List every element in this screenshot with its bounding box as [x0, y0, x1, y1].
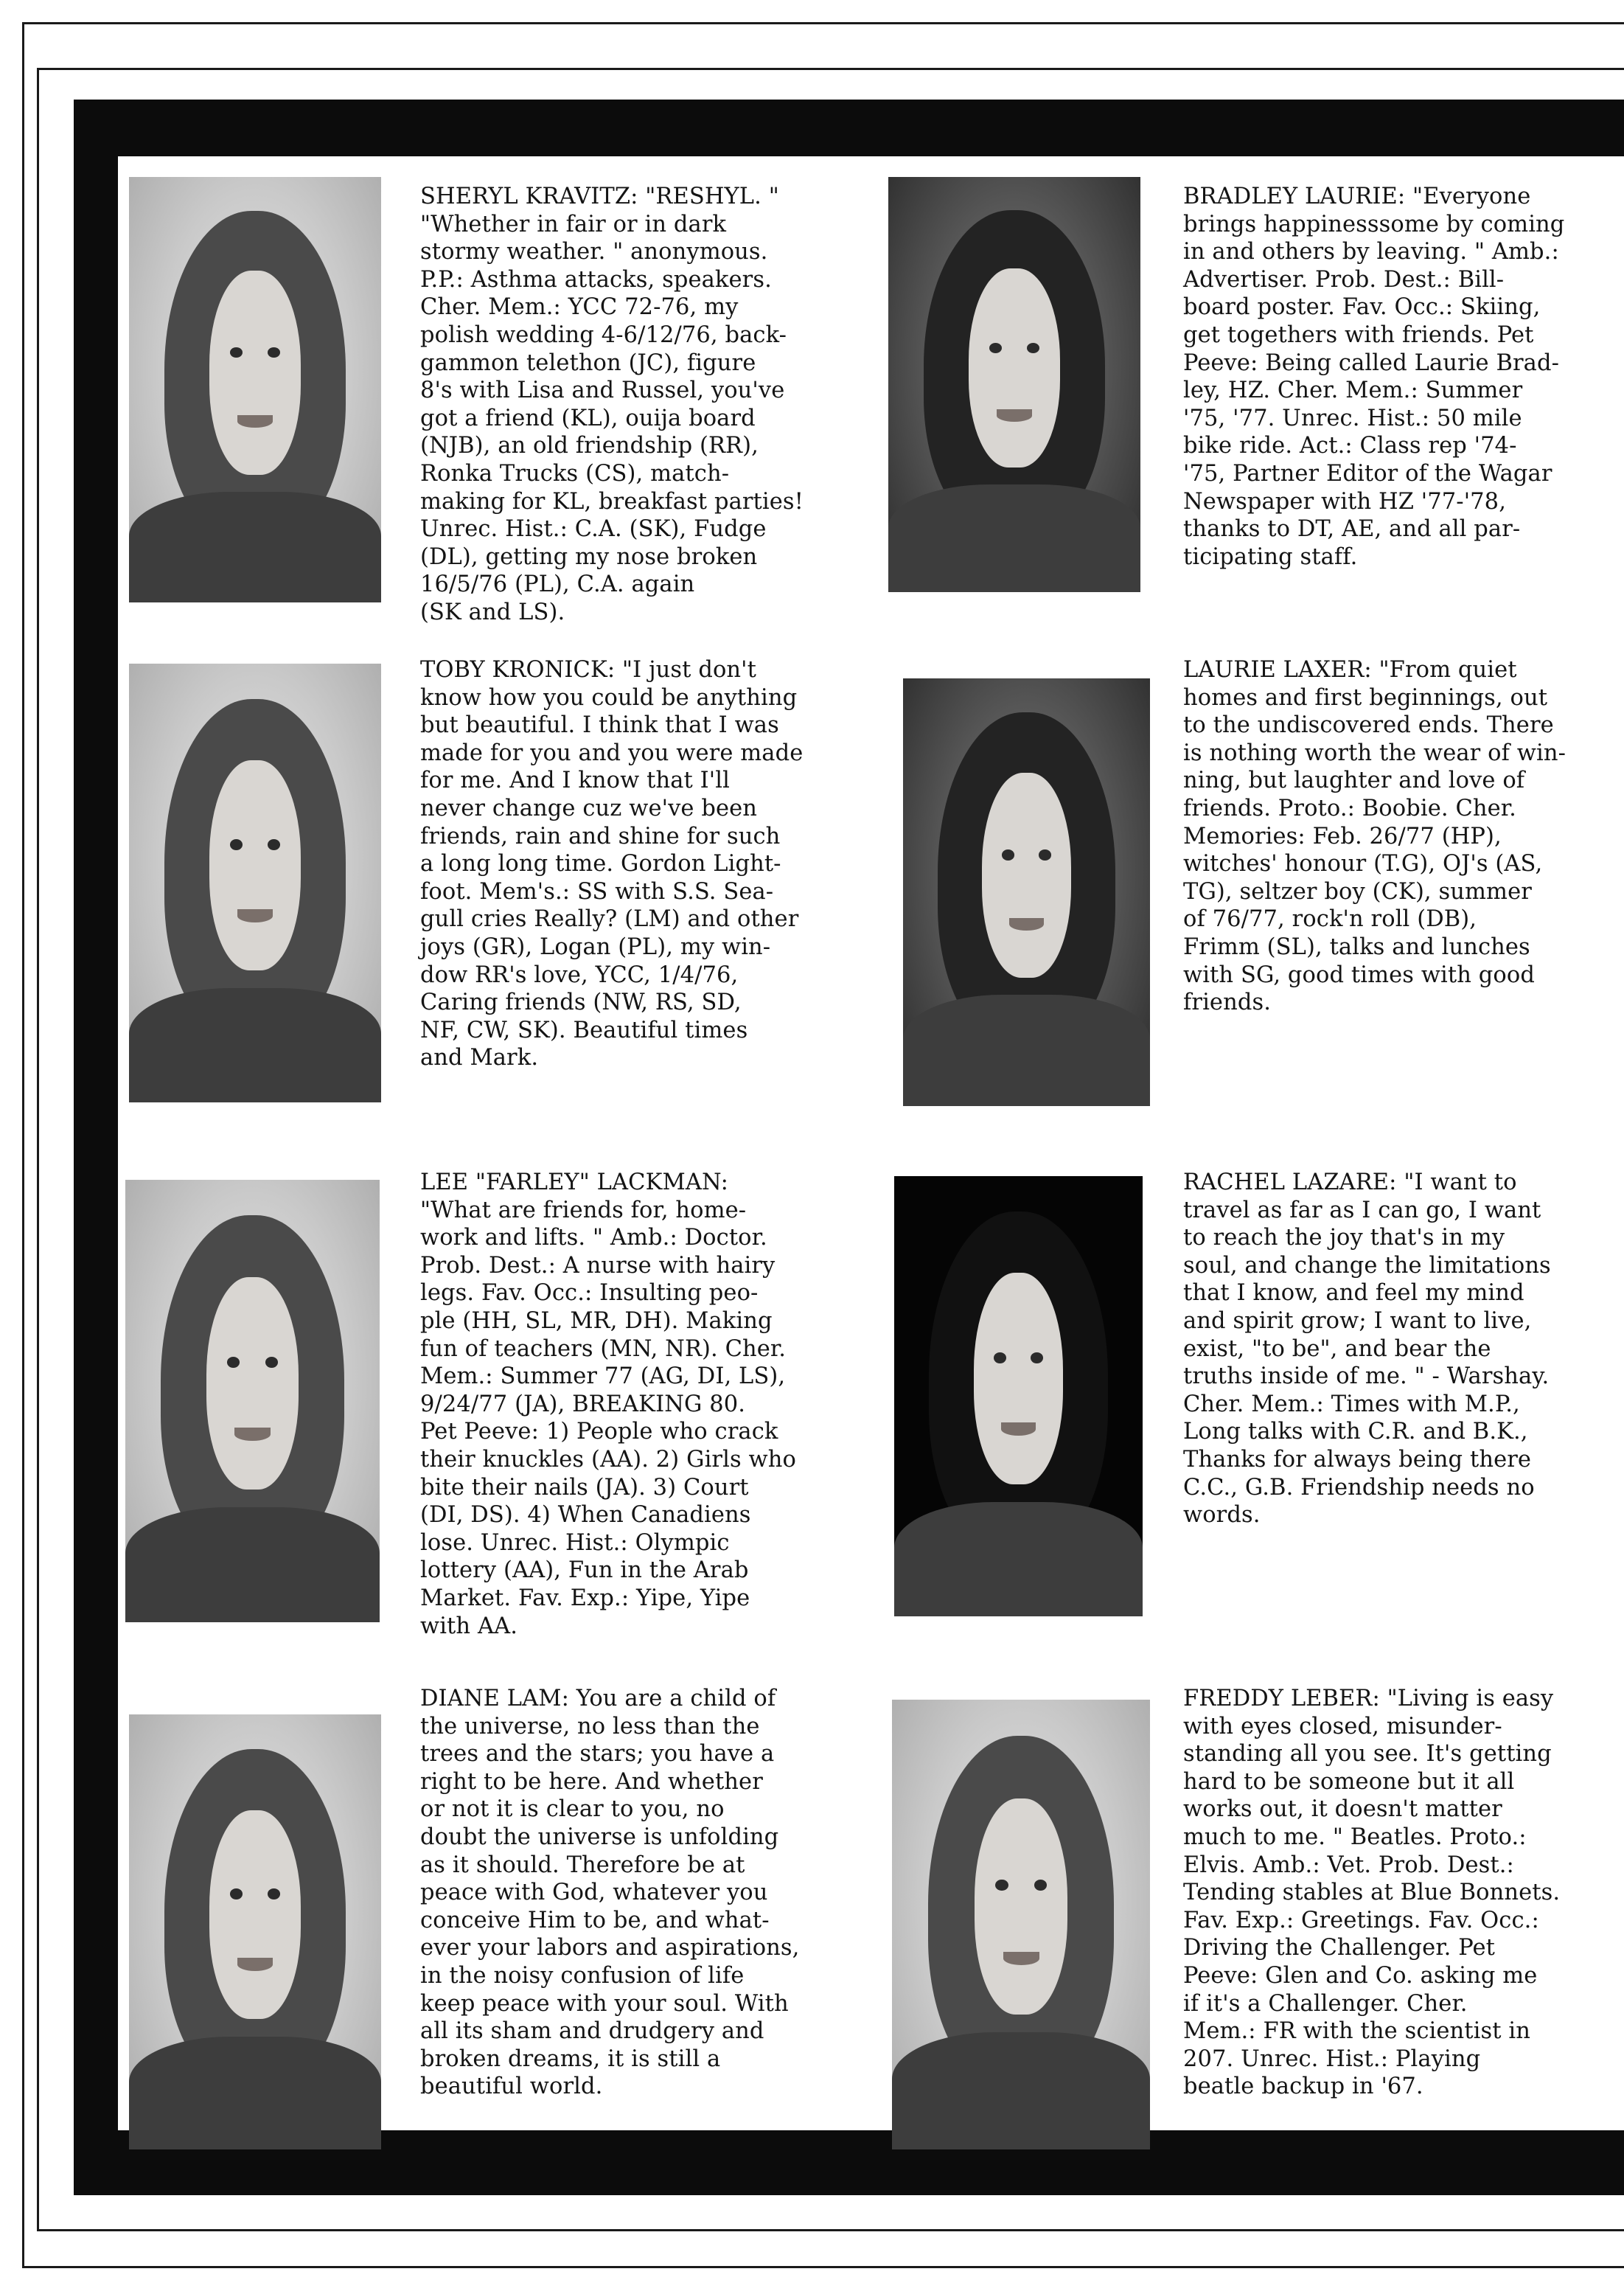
portrait-photo-rachel-lazare: [894, 1176, 1143, 1616]
portrait-photo-laurie-laxer: [903, 678, 1150, 1106]
bio-text-toby-kronick: TOBY KRONICK: "I just don't know how you could be anything but beautiful. I think that I was made for you and you were made for me. And I know that I'll never change cuz we've been friends, rain and shine for such a long long time. Gordon Light- foot. Mem's.: SS with S.S. Sea- gull cries Really? (LM) and other joys (GR), Logan (PL), my win- dow RR's love, YCC, 1/4/76, Caring friends (NW, RS, SD, NF, CW, SK). Beautiful times and Mark.: [420, 657, 804, 1071]
portrait-photo-bradley-laurie: [888, 177, 1140, 592]
portrait-photo-diane-lam: [129, 1714, 381, 2149]
inner-frame-top-rule: [37, 68, 1624, 70]
bio-text-lee-lackman: LEE "FARLEY" LACKMAN: "What are friends for, home- work and lifts. " Amb.: Doctor. Prob. Dest.: A nurse with hairy legs. Fav. Occ.: Insulting peo- ple (HH, SL, MR, DH). Making fun of teachers (MN, NR). Cher. Mem.: Summer 77 (AG, DI, LS), 9/24/77 (JA), BREAKING 80. Pet Peeve: 1) People who crack their knuckles (AA). 2) Girls who bite their nails (JA). 3) Court (DI, DS). 4) When Canadiens lose. Unrec. Hist.: Olympic lottery (AA), Fun in the Arab Market. Fav. Exp.: Yipe, Yipe with AA.: [420, 1169, 796, 1639]
inner-frame-left-rule: [37, 68, 39, 2231]
outer-frame-bottom-rule: [22, 2266, 1624, 2268]
bio-text-laurie-laxer: LAURIE LAXER: "From quiet homes and first beginnings, out to the undiscovered ends. There is nothing worth the wear of win- ning, but laughter and love of friends. Proto.: Boobie. Cher. Memories: Feb. 26/77 (HP), witches' honour (T.G), OJ's (AS, TG), seltzer boy (CK), summer of 76/77, rock'n roll (DB), Frimm (SL), talks and lunches with SG, good times with good friends.: [1183, 657, 1566, 1016]
portrait-photo-toby-kronick: [129, 664, 381, 1102]
bio-text-bradley-laurie: BRADLEY LAURIE: "Everyone brings happinesssome by coming in and others by leaving. " Amb.: Advertiser. Prob. Dest.: Bill- board poster. Fav. Occ.: Skiing, get togethers with friends. Pet Peeve: Being called Laurie Brad- ley, HZ. Cher. Mem.: Summer '75, '77. Unrec. Hist.: 50 mile bike ride. Act.: Class rep '74- '75, Partner Editor of the Wagar Newspaper with HZ '77-'78, thanks to DT, AE, and all par- ticipating staff.: [1183, 184, 1565, 570]
portrait-photo-freddy-leber: [892, 1700, 1150, 2149]
bio-text-sheryl-kravitz: SHERYL KRAVITZ: "RESHYL. " "Whether in fair or in dark stormy weather. " anonymous. P.P.: Asthma attacks, speakers. Cher. Mem.: YCC 72-76, my polish wedding 4-6/12/76, back- gammon telethon (JC), figure 8's with Lisa and Russel, you've got a friend (KL), ouija board (NJB), an old friendship (RR), Ronka Trucks (CS), match- making for KL, breakfast parties! Unrec. Hist.: C.A. (SK), Fudge (DL), getting my nose broken 16/5/76 (PL), C.A. again (SK and LS).: [420, 184, 804, 625]
outer-frame-top-rule: [22, 22, 1624, 24]
portrait-photo-lee-lackman: [125, 1180, 380, 1622]
outer-frame-left-rule: [22, 22, 24, 2268]
inner-frame-bottom-rule: [37, 2229, 1624, 2231]
bio-text-diane-lam: DIANE LAM: You are a child of the universe, no less than the trees and the stars; you have a right to be here. And whether or not it is clear to you, no doubt the universe is unfolding as it should. Therefore be at peace with God, whatever you conceive Him to be, and what- ever your labors and aspirations, in the noisy confusion of life keep peace with your soul. With all its sham and drudgery and broken dreams, it is still a beautiful world.: [420, 1686, 800, 2100]
bio-text-rachel-lazare: RACHEL LAZARE: "I want to travel as far as I can go, I want to reach the joy that's in my soul, and change the limitations that I know, and feel my mind and spirit grow; I want to live, exist, "to be", and bear the truths inside of me. " - Warshay. Cher. Mem.: Times with M.P., Long talks with C.R. and B.K., Thanks for always being there C.C., G.B. Friendship needs no words.: [1183, 1169, 1551, 1529]
bio-text-freddy-leber: FREDDY LEBER: "Living is easy with eyes closed, misunder- standing all you see. It's getting hard to be someone but it all works out, it doesn't matter much to me. " Beatles. Proto.: Elvis. Amb.: Vet. Prob. Dest.: Tending stables at Blue Bonnets. Fav. Exp.: Greetings. Fav. Occ.: Driving the Challenger. Pet Peeve: Glen and Co. asking me if it's a Challenger. Cher. Mem.: FR with the scientist in 207. Unrec. Hist.: Playing beatle backup in '67.: [1183, 1686, 1561, 2100]
portrait-photo-sheryl-kravitz: [129, 177, 381, 602]
